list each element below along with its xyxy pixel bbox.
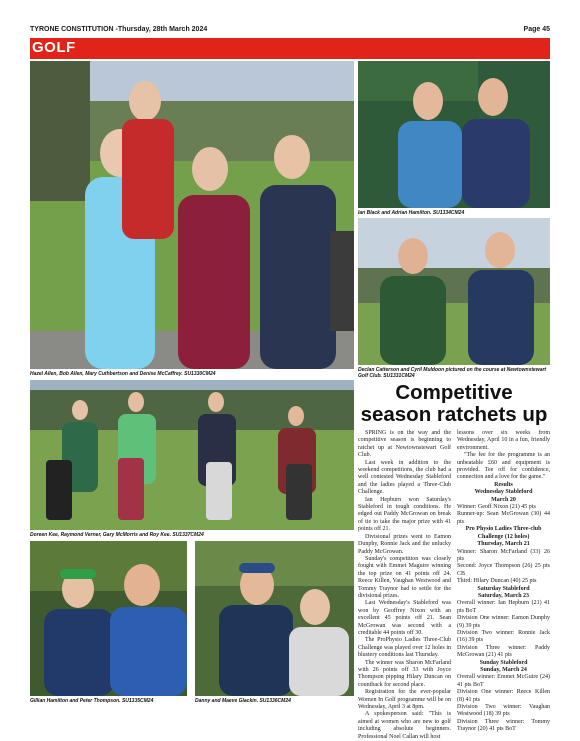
page-number: Page 45 [523, 26, 550, 33]
results-line: Second: Joyce Thompson (26) 25 pts CB [457, 563, 550, 577]
article-paragraph: SPRING is on the way and the competitive season is beginning to ratchet up at Newtownstewart Golf Club. [358, 430, 451, 459]
article-paragraph: A spokesperson said: "This is aimed at women who are new to golf including absolute beginners. Professional Noel Callan will host [358, 711, 451, 740]
photo-caption: Danny and Maeve Glackin. SU1336CM24 [195, 698, 291, 704]
section-title: GOLF [32, 39, 76, 56]
article-paragraph: "The fee for the programme is an unbeatable £60 and equipment is provided. Tee off for confidence, connection and a love for the game." [457, 452, 550, 481]
photo-gillian-peter [30, 541, 187, 696]
results-heading: Thursday, March 21 [477, 541, 530, 548]
photo-caption: Declan Catterson and Cyril Muldoon pictured on the course at Newtownstewart Golf Club. SU1331CM24 [358, 367, 547, 379]
article-paragraph: Last Wednesday's Stableford was won by Geoffrey Nixon with an excellent 45 points off 21. Sean McGrowan was second with a creditable 44 points off 30. [358, 600, 451, 636]
photo-caption: Hazel Allen, Bob Allen, Mary Cuthbertson and Denise McCaffrey. SU1330CM24 [30, 371, 216, 377]
paper-date: TYRONE CONSTITUTION -Thursday, 28th March 2024 [30, 26, 208, 33]
photo-four-golfers [30, 380, 354, 530]
results-heading: Results [494, 481, 513, 488]
article-paragraph: Registration for the ever-popular Women In Golf programme will be on Wednesday, April 3 at 8pm. [358, 689, 451, 711]
results-heading: Saturday Stableford [477, 585, 530, 592]
results-line: Division Three winner: Paddy McGrowan (21) 41 pts [457, 644, 550, 659]
results-heading: March 20 [491, 496, 516, 503]
results-heading: Sunday Stableford [479, 659, 528, 666]
article-column-1 [358, 430, 451, 741]
results-heading: Pro Physio Ladies Three-club Challenge (12 holes) [465, 526, 542, 540]
results-line: Winner: Geoff Nixon (21) 45 pts [457, 504, 536, 511]
results-line: Division One winner: Reece Killen (8) 41 pts [457, 689, 550, 703]
photo-caption: Gillian Hamilton and Peter Thompson. SU1335CM24 [30, 698, 154, 704]
article-paragraph: lessons over six weeks from Wednesday, April 10 in a fun, friendly environment. [457, 430, 550, 451]
results-heading: Sunday, March 24 [480, 667, 527, 673]
results-heading: Wednesday Stableford [474, 489, 533, 496]
photo-danny-maeve [195, 541, 354, 696]
results-line: Winner: Sharon McFarland (33) 26 pts [457, 548, 550, 562]
results-line: Division Two winner: Vaughan Westwood (18) 39 pts [457, 704, 550, 718]
section-band [30, 38, 550, 59]
article-column-2 [457, 430, 550, 734]
article-paragraph: The ProPhysio Ladies Three-Club Challenge was played over 12 holes in blustery conditions last Thursday. [358, 637, 451, 659]
results-line: Division Two winner: Ronnie Jack (16) 39 pts [457, 629, 550, 644]
article-paragraph: Sunday's competition was closely fought with Emmet Maguire winning the top prize on 41 points off 24. Reece Killen, Vaughan Westwood and Tommy Traynor had to settle for the divisional prizes. [358, 555, 451, 599]
photo-caption: Doreen Kee, Raymond Verner, Gary McMorris and Roy Kee. SU1337CM24 [30, 532, 204, 538]
photo-group-four [30, 61, 354, 369]
article-headline: Competitive season ratchets up [360, 381, 548, 426]
results-list [457, 482, 550, 734]
article-paragraph: Last week in addition to the weekend competitions, the club had a well contested Wednesday Stableford and the ladies played a Three-Club Challenge. [358, 459, 451, 496]
article-paragraph: Divisional prizes went to Eamon Dunphy, Ronnie Jack and the unlucky Paddy McGrowan. [358, 533, 451, 555]
results-line: Division Three winner: Tommy Traynor (20) 41 pts BoT [457, 718, 550, 733]
results-line: Runner-up: Sean McGrowan (30) 44 pts [457, 511, 550, 525]
article-paragraph: Ian Hepburn won Saturday's Stableford in tough conditions. He edged out Paddy McGrowan on break of tie to take the major prize with 41 points off 21. [358, 496, 451, 533]
page-header [30, 26, 550, 36]
results-heading: Saturday, March 23 [477, 592, 530, 599]
photo-caption: Ian Black and Adrian Hamilton. SU1334CM24 [358, 210, 465, 216]
article-paragraph: The winner was Sharon McFarland with 26 points off 33 with Joyce Thompson pipping Hilary Duncan on countback for second place. [358, 659, 451, 688]
photo-two-men-course [358, 218, 550, 365]
results-line: Division One winner: Eamon Dunphy (9) 39 pts [457, 615, 550, 629]
results-line: Overall winner: Ian Hepburn (21) 41 pts BoT [457, 600, 550, 614]
results-line: Overall winner: Emmet McGuire (24) 41 pts BoT [457, 674, 550, 688]
results-line: Third: Hilary Duncan (40) 25 pts [457, 578, 537, 585]
photo-two-men-fence [358, 61, 550, 208]
